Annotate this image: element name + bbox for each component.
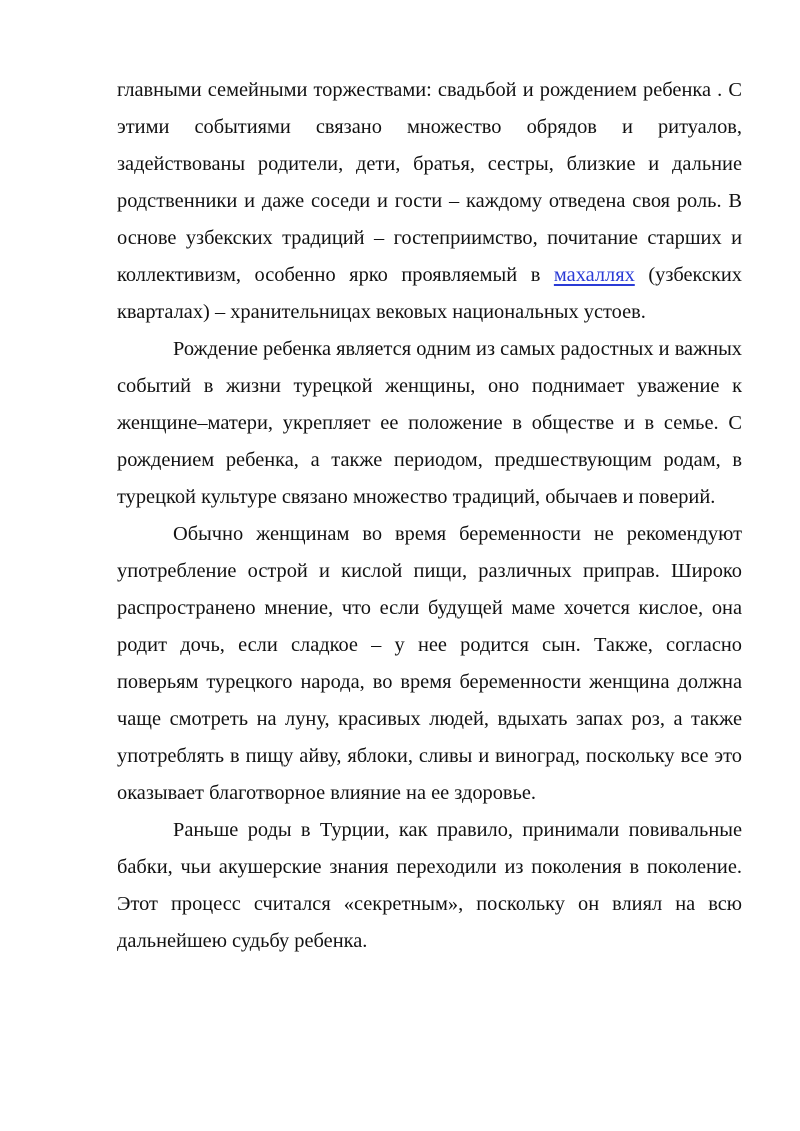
paragraph-midwives: Раньше роды в Турции, как правило, принимали повивальные бабки, чьи акушерские знания переходили из поколения в поколение. Этот процесс считался «секретным», поскольку он влиял на всю дальнейшею судьбу ребенка. — [117, 819, 742, 952]
paragraph-pregnancy-beliefs: Обычно женщинам во время беременности не рекомендуют употребление острой и кислой пищи, различных приправ. Широко распространено мнение, что если будущей маме хочется кислое, она родит дочь, если сладкое – у нее родится сын. Также, согласно поверьям турецкого народа, во время беременности женщина должна чаще смотреть на луну, красивых людей, вдыхать запах роз, а также употреблять в пищу айву, яблоки, сливы и виноград, поскольку все это оказывает благотворное влияние на ее здоровье. — [117, 523, 742, 804]
paragraph-uzbek-traditions — [117, 72, 742, 331]
document-page — [117, 72, 742, 960]
mahalla-link[interactable]: махаллях — [553, 264, 635, 286]
paragraph-birth-importance: Рождение ребенка является одним из самых радостных и важных событий в жизни турецкой женщины, оно поднимает уважение к женщине–матери, укрепляет ее положение в обществе и в семье. С рождением ребенка, а также периодом, предшествующим родам, в турецкой культуре связано множество традиций, обычаев и поверий. — [117, 338, 742, 508]
paragraph-text: (узбекских кварталах) – хранительницах вековых национальных устоев. — [117, 264, 742, 323]
paragraph-text: главными семейными торжествами: свадьбой и рождением ребенка . С этими событиями связано множество обрядов и ритуалов, задействованы родители, дети, братья, сестры, близкие и дальние родственники и даже соседи и гости – каждому отведена своя роль. В основе узбекских традиций – гостеприимство, почитание старших и коллективизм, особенно ярко проявляемый в — [117, 79, 742, 286]
